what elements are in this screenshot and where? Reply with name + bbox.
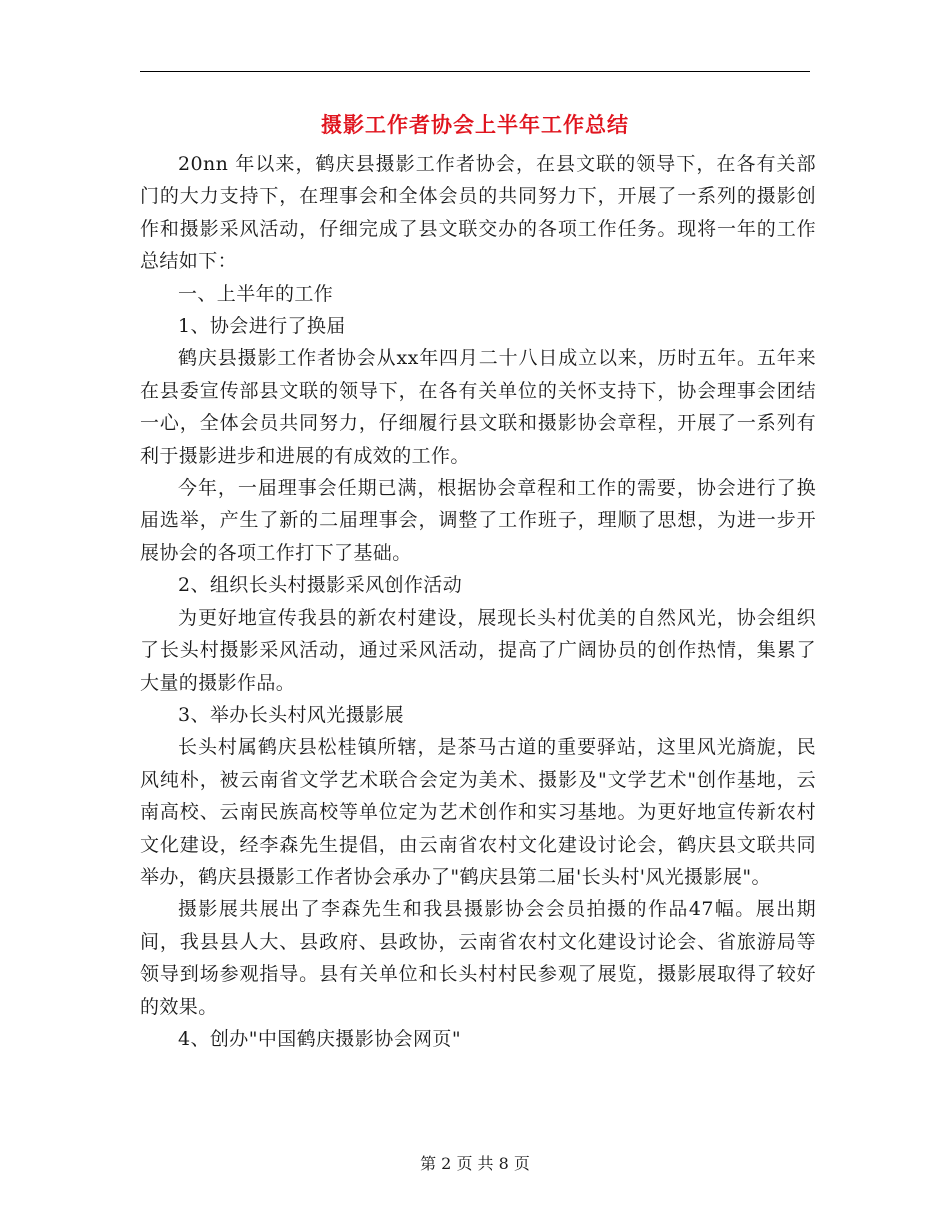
header-rule (140, 71, 810, 72)
paragraph-association-history: 鹤庆县摄影工作者协会从xx年四月二十八日成立以来，历时五年。五年来在县委宣传部县文联的领导下，在各有关单位的关怀支持下，协会理事会团结一心，全体会员共同努力，仔细履行县文联和摄影协会章程，开展了一系列有利于摄影进步和进展的有成效的工作。 (140, 347, 816, 467)
paragraph-exhibition-results: 摄影展共展出了李森先生和我县摄影协会会员拍摄的作品47幅。展出期间，我县县人大、县政府、县政协，云南省农村文化建设讨论会、省旅游局等领导到场参观指导。县有关单位和长头村村民参观了展览，摄影展取得了较好的效果。 (140, 898, 816, 1018)
document-title: 摄影工作者协会上半年工作总结 (321, 113, 629, 137)
document-body (140, 148, 816, 1055)
paragraph-changtou-village: 长头村属鹤庆县松桂镇所辖，是茶马古道的重要驿站，这里风光旖旎，民风纯朴，被云南省文学艺术联合会定为美术、摄影及"文学艺术"创作基地，云南高校、云南民族高校等单位定为艺术创作和实习基地。为更好地宣传新农村文化建设，经李森先生提倡，由云南省农村文化建设讨论会，鹤庆县文联共同举办，鹤庆县摄影工作者协会承办了"鹤庆县第二届'长头村'风光摄影展"。 (140, 736, 816, 888)
subheading-reelection: 1、协会进行了换届 (178, 315, 346, 338)
paragraph-intro: 20nn 年以来，鹤庆县摄影工作者协会，在县文联的领导下，在各有关部门的大力支持下，在理事会和全体会员的共同努力下，开展了一系列的摄影创作和摄影采风活动，仔细完成了县文联交办的各项工作任务。现将一年的工作总结如下： (140, 153, 816, 273)
subheading-photo-activity: 2、组织长头村摄影采风创作活动 (178, 574, 463, 597)
subheading-website: 4、创办"中国鹤庆摄影协会网页" (178, 1027, 461, 1050)
page-number: 第 2 页 共 8 页 (420, 1154, 530, 1173)
paragraph-reelection: 今年，一届理事会任期已满，根据协会章程和工作的需要，协会进行了换届选举，产生了新的二届理事会，调整了工作班子，理顺了思想，为进一步开展协会的各项工作打下了基础。 (140, 477, 816, 564)
section-heading-first-half-work: 一、上半年的工作 (178, 282, 334, 305)
paragraph-photo-activity: 为更好地宣传我县的新农村建设，展现长头村优美的自然风光，协会组织了长头村摄影采风活动，通过采风活动，提高了广阔协员的创作热情，集累了大量的摄影作品。 (140, 606, 816, 694)
subheading-photo-exhibition: 3、举办长头村风光摄影展 (178, 703, 404, 726)
